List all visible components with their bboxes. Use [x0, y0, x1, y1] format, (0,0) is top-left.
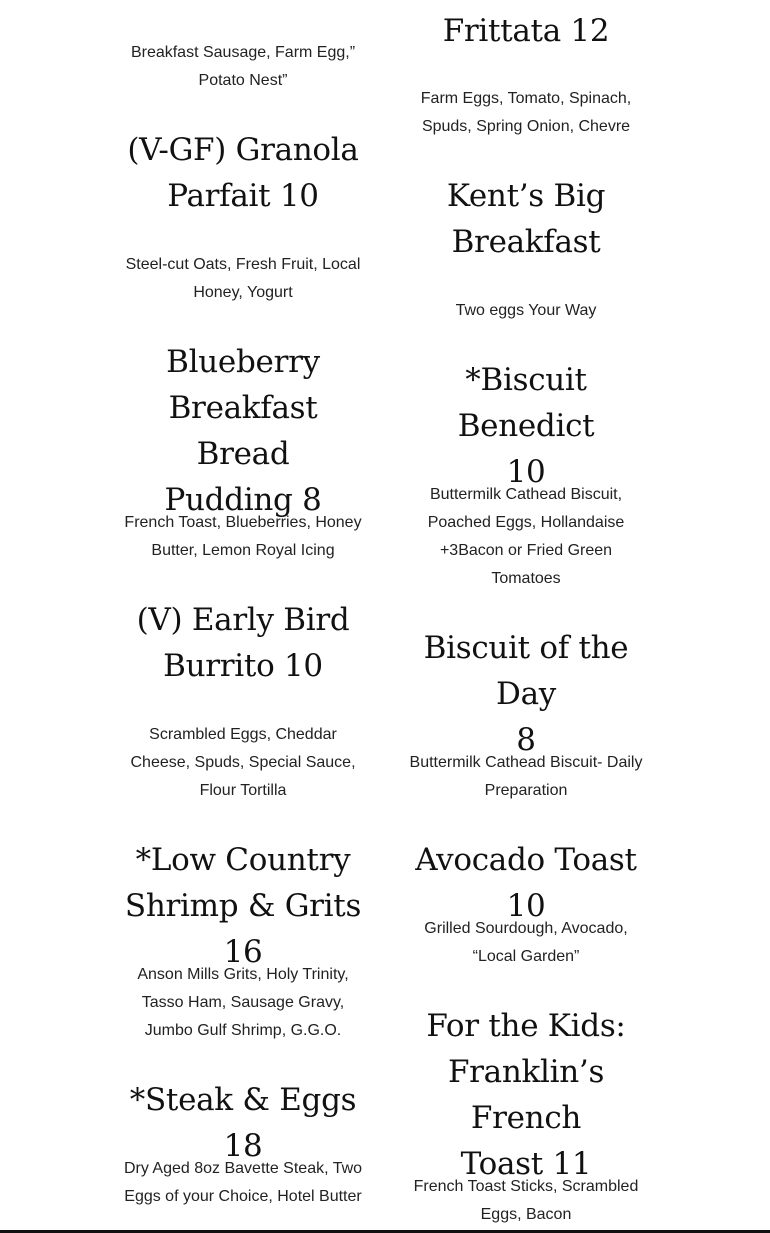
menu-item-description: Steel-cut Oats, Fresh Fruit, Local Honey, Yogurt: [125, 256, 361, 301]
menu-item-description: Farm Eggs, Tomato, Spinach, Spuds, Spring Onion, Chevre: [420, 90, 632, 135]
menu-item-description: Buttermilk Cathead Biscuit, Poached Eggs, Hollandaise +3Bacon or Fried Green Tomatoes: [427, 486, 625, 587]
menu-item-description: Dry Aged 8oz Bavette Steak, Two Eggs of your Choice, Hotel Butter: [123, 1160, 363, 1205]
menu-item-description: French Toast, Blueberries, Honey Butter, Lemon Royal Icing: [124, 514, 362, 559]
menu-item-title: Kent’s Big Breakfast: [446, 178, 606, 260]
menu-item-title: Frittata 12: [442, 13, 610, 49]
menu-item-description: Grilled Sourdough, Avocado, “Local Garden”: [424, 920, 628, 965]
menu-item-title: *Biscuit Benedict 10: [457, 362, 595, 490]
menu-item-description: French Toast Sticks, Scrambled Eggs, Bacon: [413, 1178, 639, 1223]
menu-item-title: *Steak & Eggs 18: [129, 1082, 357, 1164]
menu-item-description: Buttermilk Cathead Biscuit- Daily Preparation: [409, 754, 643, 799]
menu-item-description: Scrambled Eggs, Cheddar Cheese, Spuds, Special Sauce, Flour Tortilla: [130, 726, 356, 799]
menu-item-title: (V) Early Bird Burrito 10: [136, 602, 350, 684]
menu-item-title: Blueberry Breakfast Bread Pudding 8: [164, 344, 322, 518]
menu-item-title: (V-GF) Granola Parfait 10: [127, 132, 359, 214]
menu-item-title: Avocado Toast 10: [415, 842, 637, 924]
menu-item-description: Breakfast Sausage, Farm Egg,” Potato Nest”: [130, 44, 356, 89]
menu-item-title: *Low Country Shrimp & Grits 16: [124, 842, 362, 970]
menu-item-description: Anson Mills Grits, Holy Trinity, Tasso Ham, Sausage Gravy, Jumbo Gulf Shrimp, G.G.O.: [137, 966, 349, 1039]
menu-item-title: Biscuit of the Day 8: [423, 630, 629, 758]
menu-item-title: For the Kids: Franklin’s French Toast 11: [426, 1008, 626, 1182]
menu-item-description: Two eggs Your Way: [455, 302, 597, 319]
